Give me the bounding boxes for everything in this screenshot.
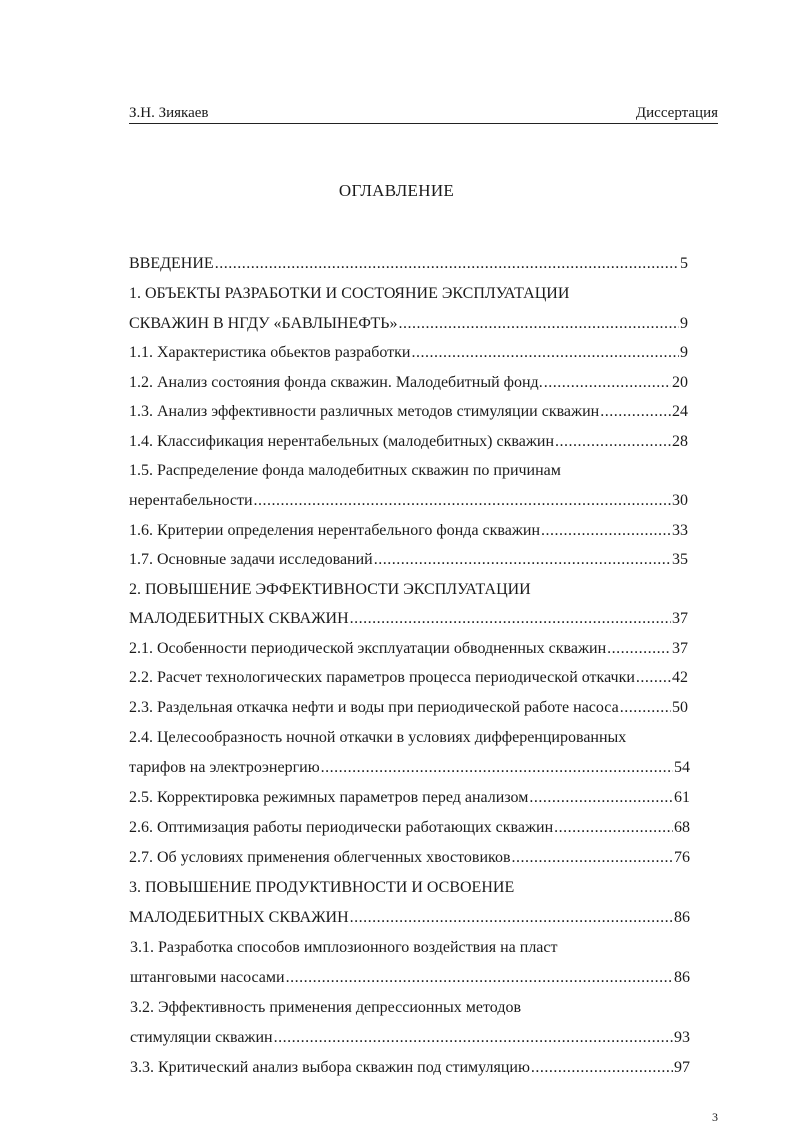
toc-entry[interactable] <box>129 906 690 930</box>
toc-entry[interactable] <box>129 786 690 810</box>
toc-entry-page: 93 <box>674 1029 690 1046</box>
toc-dot-leader <box>350 607 671 631</box>
toc-entry[interactable] <box>129 816 690 840</box>
toc-entry-title: 2.7. Об условиях применения облегченных хвостовиков <box>129 849 511 866</box>
toc-entry-title: 1.4. Классификация нерентабельных (малодебитных) скважин <box>129 433 554 450</box>
toc-entry-title: 3.3. Критический анализ выбора скважин под стимуляцию <box>130 1059 530 1076</box>
toc-entry-page: 54 <box>674 759 690 776</box>
toc-entry-title: МАЛОДЕБИТНЫХ СКВАЖИН <box>129 909 349 926</box>
toc-entry-page: 68 <box>674 819 690 836</box>
toc-entry-title: 1.5. Распределение фонда малодебитных скважин по причинам <box>129 462 561 479</box>
toc-dot-leader <box>215 252 679 276</box>
toc-entry-title: стимуляции скважин <box>130 1029 273 1046</box>
toc-dot-leader <box>411 341 679 365</box>
toc-entry[interactable] <box>129 726 690 750</box>
toc-entry-title: 2. ПОВЫШЕНИЕ ЭФФЕКТИВНОСТИ ЭКСПЛУАТАЦИИ <box>129 581 531 598</box>
toc-entry-page: 37 <box>672 640 688 657</box>
toc-entry-page: 86 <box>674 969 690 986</box>
toc-dot-leader <box>274 1026 673 1050</box>
toc-entry-title: 2.4. Целесообразность ночной откачки в условиях дифференцированных <box>129 729 627 746</box>
toc-entry[interactable] <box>130 996 690 1020</box>
toc-entry[interactable] <box>130 936 690 960</box>
toc-entry[interactable] <box>129 666 688 690</box>
toc-entry[interactable] <box>129 252 688 276</box>
page-title: ОГЛАВЛЕНИЕ <box>338 181 455 200</box>
toc-entry-page: 76 <box>674 849 690 866</box>
toc-entry-page: 33 <box>672 522 688 539</box>
page-number: 3 <box>712 1110 718 1124</box>
toc-entry-title: ВВЕДЕНИЕ <box>129 255 214 272</box>
toc-entry-title: МАЛОДЕБИТНЫХ СКВАЖИН <box>129 610 349 627</box>
toc-dot-leader <box>607 637 671 661</box>
toc-entry-title: 1. ОБЪЕКТЫ РАЗРАБОТКИ И СОСТОЯНИЕ ЭКСПЛУАТАЦИИ <box>129 285 570 302</box>
toc-entry[interactable] <box>129 312 688 336</box>
toc-entry[interactable] <box>129 846 690 870</box>
toc-entry-title: 1.6. Критерии определения нерентабельного фонда скважин <box>129 522 541 539</box>
toc-entry-title: 2.5. Корректировка режимных параметров перед анализом <box>129 789 529 806</box>
toc-entry-title: 2.3. Раздельная откачка нефти и воды при периодической работе насоса <box>129 699 619 716</box>
toc-entry[interactable] <box>129 607 688 631</box>
toc-entry-title: 3.1. Разработка способов имплозионного воздействия на пласт <box>130 939 558 956</box>
toc-entry[interactable] <box>129 400 688 424</box>
toc-dot-leader <box>286 966 673 990</box>
toc-entry[interactable] <box>129 430 688 454</box>
toc-entry[interactable] <box>129 341 688 365</box>
toc-entry-page: 24 <box>672 403 688 420</box>
toc-entry-page: 50 <box>672 699 688 716</box>
toc-entry[interactable] <box>130 966 690 990</box>
toc-entry[interactable] <box>129 756 690 780</box>
toc-dot-leader <box>541 519 671 543</box>
toc-entry[interactable] <box>129 371 688 395</box>
header-author: З.Н. Зиякаев <box>129 105 209 121</box>
toc-dot-leader <box>350 906 673 930</box>
toc-entry-page: 97 <box>674 1059 690 1076</box>
toc-entry[interactable] <box>129 876 690 900</box>
toc-dot-leader <box>254 489 671 513</box>
toc-entry[interactable] <box>130 1056 690 1080</box>
toc-entry-title: 2.1. Особенности периодической эксплуатации обводненных скважин <box>129 640 607 657</box>
toc-entry[interactable] <box>129 459 688 483</box>
toc-entry-page: 61 <box>674 789 690 806</box>
toc-entry-title: штанговыми насосами <box>130 969 285 986</box>
toc-entry-title: 1.1. Характеристика обьектов разработки <box>129 344 411 361</box>
toc-entry-title: СКВАЖИН В НГДУ «БАВЛЫНЕФТЬ» <box>129 315 398 332</box>
toc-entry[interactable] <box>130 1026 690 1050</box>
toc-dot-leader <box>398 312 679 336</box>
toc-entry[interactable] <box>129 282 688 306</box>
toc-dot-leader <box>321 756 673 780</box>
toc-entry-page: 42 <box>672 669 688 686</box>
toc-entry[interactable] <box>129 696 688 720</box>
header-doc-type: Диссертация <box>635 105 718 121</box>
toc-entry-title: тарифов на электроэнергию <box>129 759 320 776</box>
toc-entry-title: нерентабельности <box>129 492 253 509</box>
toc-entry-title: 3. ПОВЫШЕНИЕ ПРОДУКТИВНОСТИ И ОСВОЕНИЕ <box>129 879 515 896</box>
toc-entry-title: 3.2. Эффективность применения депрессионных методов <box>130 999 522 1016</box>
toc-dot-leader <box>555 430 671 454</box>
toc-entry-page: 28 <box>672 433 688 450</box>
toc-entry-title: 2.2. Расчет технологических параметров процесса периодической откачки <box>129 669 635 686</box>
toc-entry-page: 35 <box>672 551 688 568</box>
toc-entry[interactable] <box>129 519 688 543</box>
toc-entry-page: 9 <box>680 315 688 332</box>
toc-entry-title: 1.3. Анализ эффективности различных методов стимуляции скважин <box>129 403 600 420</box>
toc-entry-page: 86 <box>674 909 690 926</box>
toc-entry-title: 1.7. Основные задачи исследований <box>129 551 373 568</box>
toc-entry-page: 20 <box>672 374 688 391</box>
toc-dot-leader <box>531 1056 673 1080</box>
toc-dot-leader <box>529 786 673 810</box>
toc-entry-page: 5 <box>680 255 688 272</box>
toc-dot-leader <box>512 846 673 870</box>
toc-dot-leader <box>636 666 671 690</box>
toc-entry[interactable] <box>129 578 688 602</box>
toc-entry[interactable] <box>129 489 688 513</box>
toc-entry-title: 1.2. Анализ состояния фонда скважин. Малодебитный фонд. <box>129 374 543 391</box>
toc-dot-leader <box>374 548 671 572</box>
toc-dot-leader <box>600 400 671 424</box>
toc-dot-leader <box>620 696 671 720</box>
toc-dot-leader <box>554 816 673 840</box>
toc-entry[interactable] <box>129 637 688 661</box>
toc-dot-leader <box>544 371 671 395</box>
toc-entry[interactable] <box>129 548 688 572</box>
toc-entry-title: 2.6. Оптимизация работы периодически работающих скважин <box>129 819 554 836</box>
toc-entry-page: 30 <box>672 492 688 509</box>
toc-entry-page: 9 <box>680 344 688 361</box>
toc-entry-page: 37 <box>672 610 688 627</box>
